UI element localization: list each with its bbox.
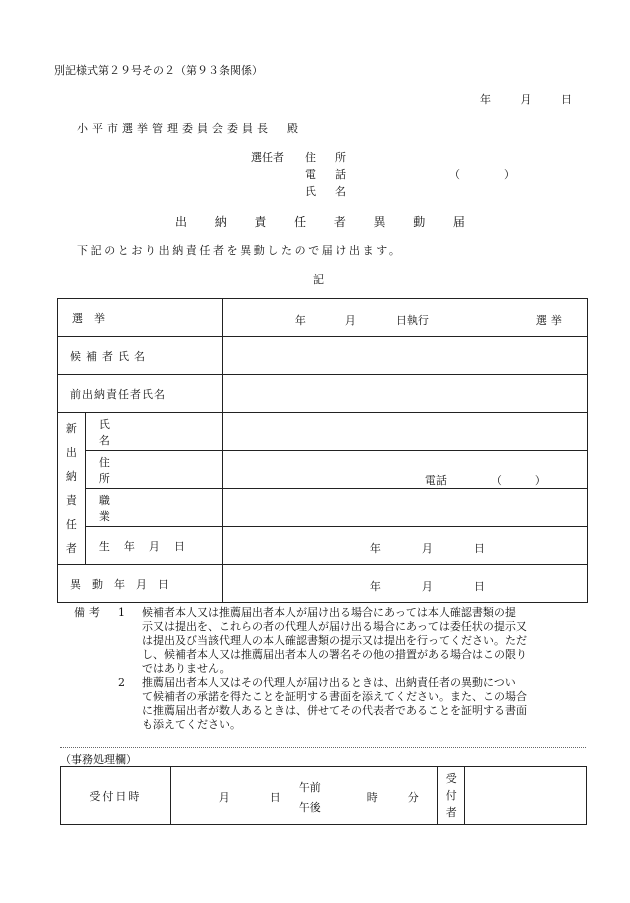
change-date-field[interactable] [222,565,587,603]
received-minute: 分 [407,790,419,804]
receiver-label-char: 付 [445,789,457,802]
new-treasurer-group-label [58,417,85,561]
note-2-text [142,676,588,732]
new-address-label: 住 所 [98,455,209,485]
date-day-label: 日 [561,93,572,106]
note-line: に推薦届出者が数人あるときは、併せてその代表者であることを証明する書面 [142,704,527,717]
date-month-label: 月 [520,93,532,106]
new-occupation-label-cell [85,489,222,527]
prev-treasurer-field[interactable] [222,375,587,413]
election-label: 選 挙 [72,311,105,325]
applicant-role: 選任者 [251,151,284,164]
new-name-label-cell [85,413,222,451]
election-label-cell [58,299,223,337]
title-char: 動 [413,215,426,229]
pm-label: 午後 [298,800,321,814]
received-day: 日 [269,790,281,804]
group-label-char: 新 [65,421,77,435]
title-char: 異 [373,215,386,229]
received-month: 月 [218,790,230,804]
new-name-field[interactable] [222,413,587,451]
notes-section [74,606,588,732]
received-hour: 時 [366,790,378,804]
note-line: 示又は提出を、これらの者の代理人が届け出る場合にあっては委任状の提示又 [142,620,527,633]
office-heading: （事務処理欄） [60,753,137,766]
birth-day: 日 [473,541,485,555]
candidate-name-field[interactable] [222,337,587,375]
new-address-label-cell [85,451,222,489]
new-occupation-label: 職 業 [98,493,209,523]
header-date [480,91,572,107]
applicant-address-label: 住 所 [305,151,350,164]
form-id: 別記様式第２９号その２（第９３条関係） [54,64,263,77]
new-address-field[interactable] [222,451,587,489]
am-label: 午前 [298,780,321,794]
ki-label: 記 [313,273,324,286]
change-month: 月 [421,579,433,593]
title-char: 納 [214,215,227,229]
change-year: 年 [369,579,381,593]
new-birthdate-label: 生年月日 [98,539,199,553]
date-year-label: 年 [480,93,491,106]
new-phone-label: 電話 [424,473,447,487]
candidate-name-label: 候補者氏名 [70,349,150,363]
received-label-cell [61,767,171,825]
receiver-label-char: 者 [445,806,457,819]
note-line: し、候補者本人又は推薦届出者本人の署名その他の措置がある場合はこの限り [142,648,527,661]
document-title [175,213,465,230]
applicant-name-label: 氏 名 [305,185,350,198]
received-label: 受付日時 [89,789,142,803]
receiver-label-char: 受 [445,772,457,785]
separator-line [60,747,586,748]
election-day: 日執行 [395,313,429,327]
change-form-table [57,298,588,603]
title-char: 届 [452,215,465,229]
new-birthdate-label-cell [85,527,222,565]
note-line: ではありません。 [142,662,231,675]
new-birthdate-field[interactable] [222,527,587,565]
election-suffix: 選挙 [535,313,566,327]
note-2-number: 2 [118,676,125,689]
group-label-char: 者 [65,541,77,555]
notes-heading: 備考 [74,606,104,619]
receiver-label [438,770,464,821]
note-line: 推薦届出者本人又はその代理人が届け出るときは、出納責任者の異動につい [142,676,516,689]
new-name-label: 氏 名 [98,417,209,447]
note-line: て候補者の承諾を得たことを証明する書面を添えてください。また、この場合 [142,690,527,703]
election-year: 年 [294,313,306,327]
note-line: は提出及び当該代理人の本人確認書類の提示又は提出を行ってください。ただ [142,634,527,647]
election-value-cell[interactable] [222,299,587,337]
statement: 下記のとおり出納責任者を異動したので届け出ます。 [77,244,403,257]
birth-year: 年 [369,541,381,555]
receiver-label-cell [438,767,465,825]
birth-month: 月 [421,541,433,555]
title-char: 出 [175,215,188,229]
title-char: 任 [294,215,307,229]
group-label-char: 納 [65,469,77,483]
applicant-phone-label: 電 話 [305,168,350,181]
change-day: 日 [473,579,485,593]
note-line: も添えてください。 [142,718,241,731]
prev-treasurer-label: 前出納責任者氏名 [70,387,166,401]
applicant-phone-parens: （ ） [449,168,515,181]
new-phone-parens: （ ） [490,473,546,487]
candidate-name-label-cell [58,337,223,375]
received-datetime-field[interactable] [170,767,437,825]
change-date-label-cell [58,565,223,603]
note-1-text [142,606,588,676]
title-char: 責 [254,215,267,229]
election-month: 月 [344,313,356,327]
title-char: 者 [333,215,346,229]
change-date-label: 異動年月日 [70,577,180,591]
new-treasurer-group-cell [58,413,86,565]
group-label-char: 出 [65,445,77,459]
note-line: 候補者本人又は推薦届出者本人が届け出る場合にあっては本人確認書類の提 [142,606,516,619]
new-occupation-field[interactable] [222,489,587,527]
prev-treasurer-label-cell [58,375,223,413]
note-1-number: 1 [118,606,125,619]
addressee: 小平市選挙管理委員会委員長 殿 [77,122,302,135]
group-label-char: 責 [65,493,77,507]
receiver-field[interactable] [465,767,587,825]
group-label-char: 任 [65,517,77,531]
office-table [60,766,587,825]
